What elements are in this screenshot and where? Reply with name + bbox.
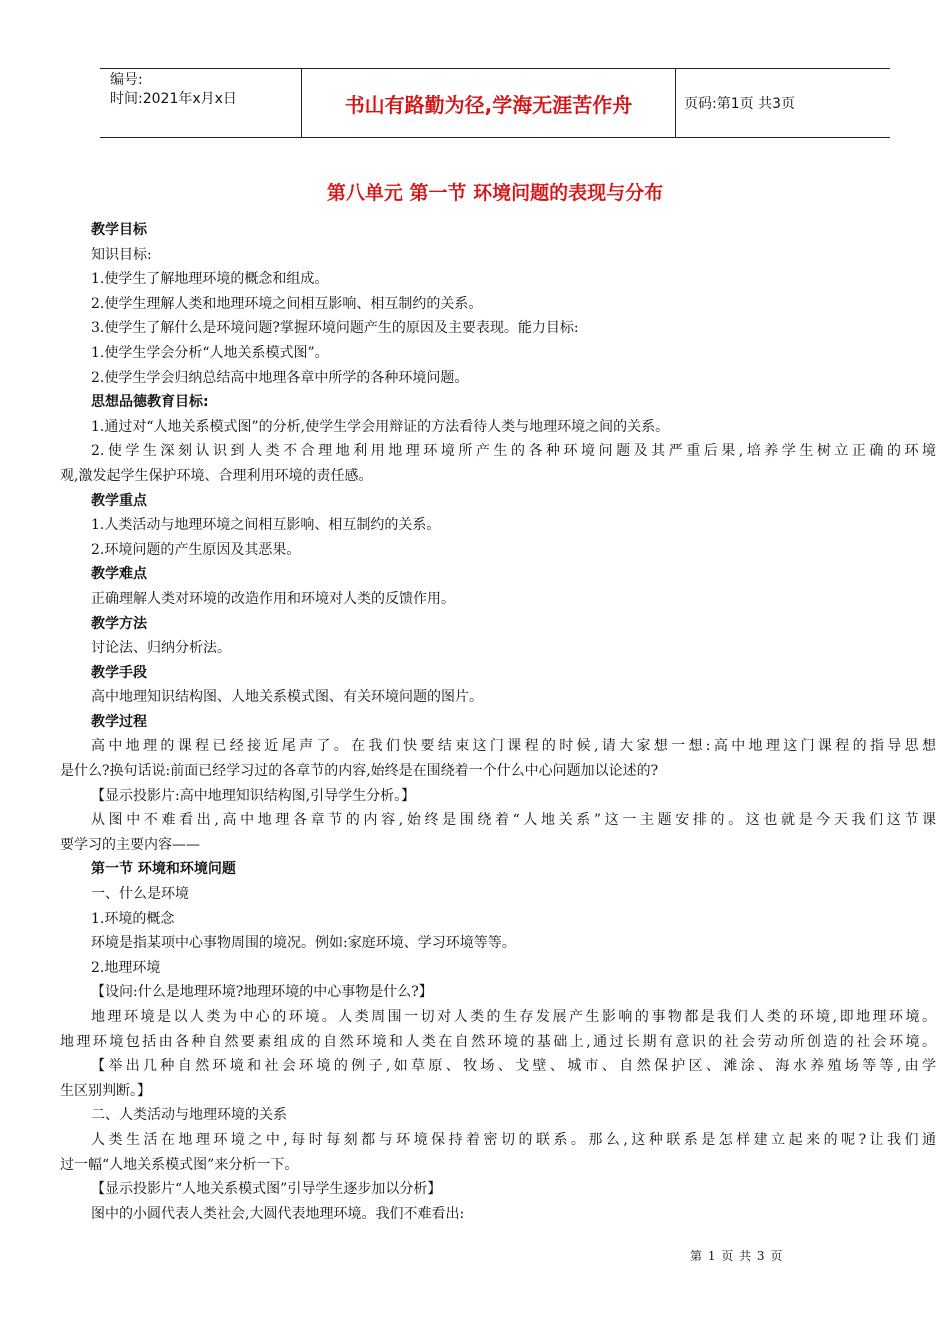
- paragraph-line: 1.环境的概念: [91, 910, 175, 927]
- paragraph-line: 观,激发起学生保护环境、合理利用环境的责任感。: [60, 467, 373, 484]
- header-motto-cell: [302, 69, 676, 137]
- heading-teaching-goals: 教学目标: [91, 222, 147, 238]
- paragraph-line: 地理环境包括由各种自然要素组成的自然环境和人类在自然环境的基础上,通过长期有意识的社会劳动所创造的社会环境。: [60, 1033, 936, 1050]
- paragraph-line: 高中地理的课程已经接近尾声了。在我们快要结束这门课程的时候,请大家想一想:高中地理这门课程的指导思想: [91, 738, 936, 755]
- list-item: 1.人类活动与地理环境之间相互影响、相互制约的关系。: [91, 517, 441, 534]
- paragraph-line: 二、人类活动与地理环境的关系: [91, 1107, 287, 1124]
- page-header: [100, 68, 890, 138]
- subheading-knowledge-goals: 知识目标:: [91, 246, 152, 263]
- document-body: [60, 218, 936, 1226]
- heading-section-one: 第一节 环境和环境问题: [91, 861, 236, 878]
- paragraph-line: 【设问:什么是地理环境?地理环境的中心事物是什么?】: [91, 984, 433, 1001]
- paragraph-line: 正确理解人类对环境的改造作用和环境对人类的反馈作用。: [91, 590, 455, 607]
- paragraph-line: 从图中不难看出,高中地理各章节的内容,始终是围绕着“人地关系”这一主题安排的。这也就是今天我们这节课: [91, 812, 936, 829]
- list-item: 3.使学生了解什么是环境问题?掌握环境问题产生的原因及主要表现。能力目标:: [91, 320, 579, 337]
- document-number-label: 编号:: [110, 72, 143, 88]
- page-footer: 第 1 页 共 3 页: [690, 1249, 784, 1263]
- heading-teaching-process: 教学过程: [91, 713, 147, 730]
- header-motto: 书山有路勤为径,学海无涯苦作舟: [344, 92, 633, 117]
- paragraph-line: 【显示投影片“人地关系模式图”引导学生逐步加以分析】: [91, 1181, 442, 1198]
- paragraph-line: 讨论法、归纳分析法。: [91, 640, 231, 657]
- heading-teaching-method: 教学方法: [91, 615, 147, 632]
- paragraph-line: 2.地理环境: [91, 959, 161, 976]
- heading-teaching-focus: 教学重点: [91, 492, 147, 509]
- header-page-cell: [676, 69, 890, 137]
- paragraph-line: 要学习的主要内容——: [60, 836, 200, 853]
- document-time-label: 时间:2021年x月x日: [110, 91, 237, 107]
- paragraph-line: 环境是指某项中心事物周围的境况。例如:家庭环境、学习环境等等。: [91, 935, 516, 952]
- paragraph-line: 【举出几种自然环境和社会环境的例子,如草原、牧场、戈壁、城市、自然保护区、滩涂、海水养殖场等等,由学: [91, 1058, 936, 1075]
- document-title: 第八单元 第一节 环境问题的表现与分布: [326, 182, 664, 204]
- list-item: 2.环境问题的产生原因及其恶果。: [91, 541, 301, 558]
- list-item: 1.使学生学会分析“人地关系模式图”。: [91, 344, 329, 361]
- paragraph-line: 2.使学生深刻认识到人类不合理地利用地理环境所产生的各种环境问题及其严重后果,培养学生树立正确的环境: [91, 443, 936, 460]
- heading-teaching-means: 教学手段: [91, 664, 147, 681]
- paragraph-line: 图中的小圆代表人类社会,大圆代表地理环境。我们不难看出:: [91, 1205, 465, 1222]
- list-item: 2.使学生理解人类和地理环境之间相互影响、相互制约的关系。: [91, 295, 483, 312]
- paragraph-line: 人类生活在地理环境之中,每时每刻都与环境保持着密切的联系。那么,这种联系是怎样建立起来的呢?让我们通: [91, 1131, 936, 1148]
- paragraph-line: 过一幅“人地关系模式图”来分析一下。: [60, 1156, 299, 1173]
- paragraph-line: 地理环境是以人类为中心的环境。人类周围一切对人类的生存发展产生影响的事物都是我们人类的环境,即地理环境。: [91, 1009, 936, 1025]
- heading-teaching-difficulty: 教学难点: [91, 566, 147, 583]
- heading-moral-goals: 思想品德教育目标:: [91, 394, 209, 411]
- paragraph-line: 【显示投影片:高中地理知识结构图,引导学生分析。】: [91, 787, 416, 804]
- header-info-cell: [100, 69, 302, 137]
- paragraph-line: 生区别判断。】: [60, 1082, 151, 1099]
- list-item: 1.使学生了解地理环境的概念和组成。: [91, 271, 329, 288]
- paragraph-line: 高中地理知识结构图、人地关系模式图、有关环境问题的图片。: [91, 689, 483, 706]
- list-item: 2.使学生学会归纳总结高中地理各章中所学的各种环境问题。: [91, 369, 469, 386]
- paragraph-line: 是什么?换句话说:前面已经学习过的各章节的内容,始终是在围绕着一个什么中心问题加以论述的?: [60, 763, 659, 780]
- paragraph-line: 一、什么是环境: [91, 886, 189, 903]
- list-item: 1.通过对“人地关系模式图”的分析,使学生学会用辩证的方法看待人类与地理环境之间的关系。: [91, 418, 670, 435]
- page-number-label: 页码:第1页 共3页: [684, 96, 795, 112]
